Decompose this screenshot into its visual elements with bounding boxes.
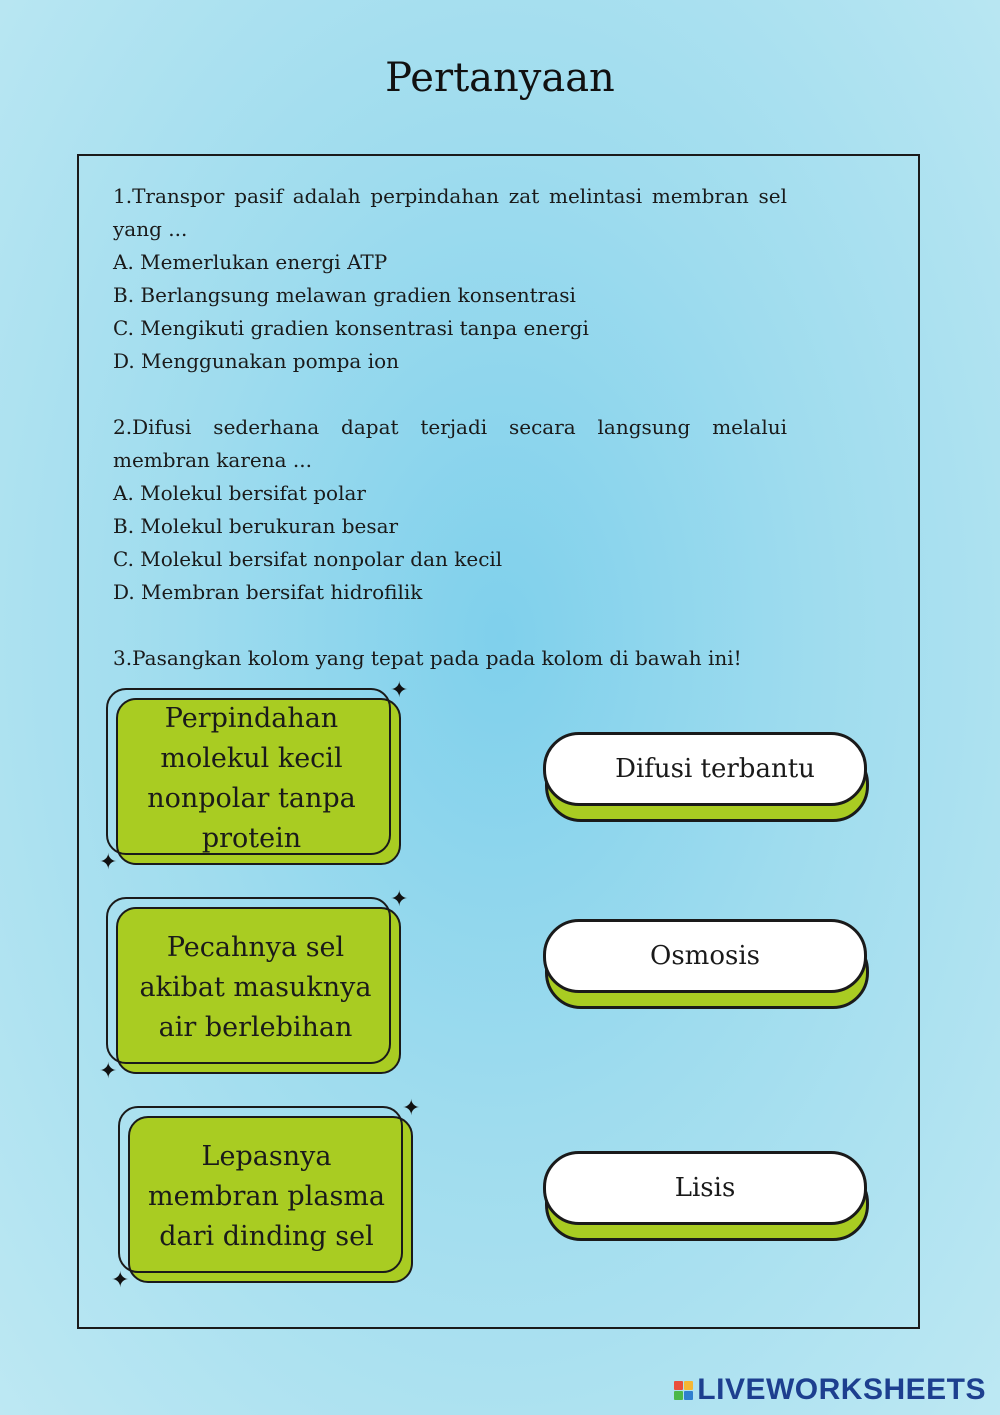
sparkle-icon: ✦ (111, 1268, 130, 1293)
question-list (113, 180, 787, 675)
question-1-option-d[interactable]: D. Menggunakan pompa ion (113, 349, 400, 373)
match-option-3[interactable] (543, 1151, 869, 1241)
question-3 (113, 642, 787, 675)
question-1-option-b[interactable]: B. Berlangsung melawan gradien konsentrasi (113, 283, 576, 307)
question-3-text: 3.Pasangkan kolom yang tepat pada pada kolom di bawah ini! (113, 646, 742, 670)
match-card-2[interactable] (106, 897, 401, 1074)
sparkle-icon: ✦ (390, 887, 409, 912)
match-option-1[interactable] (543, 732, 869, 822)
question-1-option-a[interactable]: A. Memerlukan energi ATP (113, 250, 388, 274)
question-2 (113, 411, 787, 609)
sparkle-icon: ✦ (99, 1059, 118, 1084)
question-1 (113, 180, 787, 378)
question-1-option-c[interactable]: C. Mengikuti gradien konsentrasi tanpa energi (113, 316, 589, 340)
sparkle-icon: ✦ (99, 850, 118, 875)
match-option-3-label: Lisis (543, 1151, 867, 1225)
spacer (113, 378, 787, 411)
match-card-3-label: Lepasnya membran plasma dari dinding sel (147, 1140, 385, 1252)
question-2-option-b[interactable]: B. Molekul berukuran besar (113, 514, 399, 538)
question-1-text: 1.Transpor pasif adalah perpindahan zat melintasi membran sel yang ... (113, 184, 787, 241)
logo-text: LIVEWORKSHEETS (697, 1373, 986, 1406)
page-title: Pertanyaan (385, 55, 615, 101)
match-option-1-label: Difusi terbantu (543, 732, 867, 806)
question-2-text: 2.Difusi sederhana dapat terjadi secara langsung melalui membran karena ... (113, 415, 787, 472)
question-2-option-a[interactable]: A. Molekul bersifat polar (113, 481, 366, 505)
match-option-2-label: Osmosis (543, 919, 867, 993)
sparkle-icon: ✦ (402, 1096, 421, 1121)
match-card-1-label: Perpindahan molekul kecil nonpolar tanpa protein (147, 702, 356, 854)
match-card-3[interactable] (118, 1106, 413, 1283)
match-card-1[interactable] (106, 688, 401, 865)
logo-blocks-icon (674, 1381, 693, 1400)
question-2-option-d[interactable]: D. Membran bersifat hidrofilik (113, 580, 423, 604)
match-option-2[interactable] (543, 919, 869, 1009)
question-2-option-c[interactable]: C. Molekul bersifat nonpolar dan kecil (113, 547, 503, 571)
sparkle-icon: ✦ (390, 678, 409, 703)
spacer (113, 609, 787, 642)
liveworksheets-logo[interactable] (674, 1373, 986, 1407)
match-card-2-label: Pecahnya sel akibat masuknya air berlebihan (139, 931, 372, 1043)
